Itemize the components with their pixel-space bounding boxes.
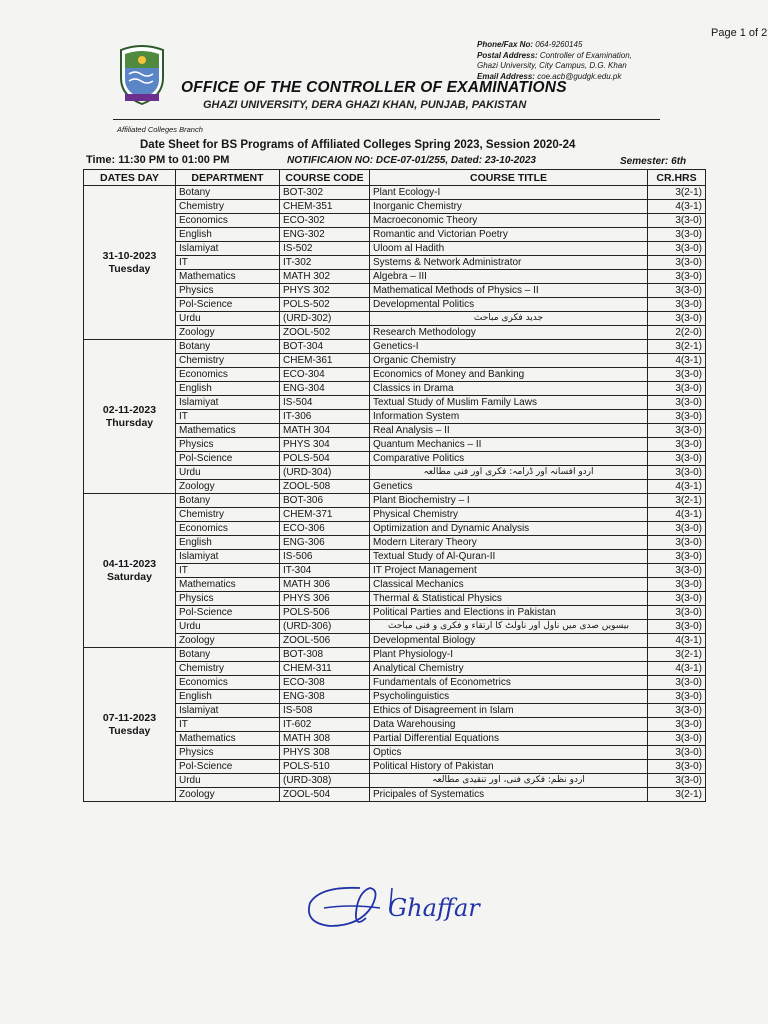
credit-hours-cell: 3(3-0) bbox=[648, 214, 706, 228]
table-row bbox=[84, 480, 706, 494]
course-title-cell: Optics bbox=[370, 746, 648, 760]
course-title-cell: Romantic and Victorian Poetry bbox=[370, 228, 648, 242]
table-row bbox=[84, 242, 706, 256]
course-code-cell: PHYS 308 bbox=[280, 746, 370, 760]
department-cell: Physics bbox=[176, 284, 280, 298]
credit-hours-cell: 3(3-0) bbox=[648, 774, 706, 788]
course-title-cell: اردو نظم: فکری فنی، اور تنقیدی مطالعہ bbox=[370, 774, 648, 788]
department-cell: Zoology bbox=[176, 788, 280, 802]
exam-time: Time: 11:30 PM to 01:00 PM bbox=[86, 154, 230, 166]
table-row bbox=[84, 396, 706, 410]
table-row bbox=[84, 298, 706, 312]
exam-day: Tuesday bbox=[108, 724, 151, 737]
date-day-cell bbox=[84, 186, 176, 340]
credit-hours-cell: 3(2-1) bbox=[648, 648, 706, 662]
table-row bbox=[84, 718, 706, 732]
department-cell: Zoology bbox=[176, 634, 280, 648]
department-cell: Chemistry bbox=[176, 508, 280, 522]
table-row bbox=[84, 256, 706, 270]
course-title-cell: Classical Mechanics bbox=[370, 578, 648, 592]
course-title-cell: Real Analysis – II bbox=[370, 424, 648, 438]
exam-date: 07-11-2023 bbox=[102, 711, 157, 724]
course-code-cell: POLS-510 bbox=[280, 760, 370, 774]
department-cell: Economics bbox=[176, 676, 280, 690]
course-title-cell: Algebra – III bbox=[370, 270, 648, 284]
header-course-code: COURSE CODE bbox=[280, 170, 370, 186]
course-title-cell: Political Parties and Elections in Pakistan bbox=[370, 606, 648, 620]
credit-hours-cell: 3(3-0) bbox=[648, 690, 706, 704]
course-code-cell: IS-504 bbox=[280, 396, 370, 410]
credit-hours-cell: 3(3-0) bbox=[648, 396, 706, 410]
table-row bbox=[84, 662, 706, 676]
course-code-cell: BOT-304 bbox=[280, 340, 370, 354]
course-code-cell: ZOOL-502 bbox=[280, 326, 370, 340]
department-cell: Urdu bbox=[176, 774, 280, 788]
university-logo bbox=[113, 44, 171, 106]
course-title-cell: Economics of Money and Banking bbox=[370, 368, 648, 382]
notification-number: NOTIFICAION NO: DCE-07-01/255, Dated: 23-10-2023 bbox=[287, 155, 536, 166]
course-title-cell: Inorganic Chemistry bbox=[370, 200, 648, 214]
department-cell: Urdu bbox=[176, 620, 280, 634]
department-cell: Physics bbox=[176, 746, 280, 760]
course-code-cell: CHEM-371 bbox=[280, 508, 370, 522]
course-title-cell: Genetics bbox=[370, 480, 648, 494]
course-title-cell: Developmental Politics bbox=[370, 298, 648, 312]
course-title-cell: Classics in Drama bbox=[370, 382, 648, 396]
table-row bbox=[84, 788, 706, 802]
department-cell: Urdu bbox=[176, 466, 280, 480]
course-title-cell: Psycholinguistics bbox=[370, 690, 648, 704]
department-cell: Mathematics bbox=[176, 270, 280, 284]
exam-date: 31-10-2023 bbox=[102, 249, 157, 262]
credit-hours-cell: 4(3-1) bbox=[648, 508, 706, 522]
course-code-cell: CHEM-311 bbox=[280, 662, 370, 676]
table-row bbox=[84, 270, 706, 284]
course-code-cell: CHEM-351 bbox=[280, 200, 370, 214]
credit-hours-cell: 3(3-0) bbox=[648, 718, 706, 732]
course-title-cell: Macroeconomic Theory bbox=[370, 214, 648, 228]
department-cell: Chemistry bbox=[176, 200, 280, 214]
course-code-cell: ECO-306 bbox=[280, 522, 370, 536]
credit-hours-cell: 3(3-0) bbox=[648, 592, 706, 606]
department-cell: Chemistry bbox=[176, 354, 280, 368]
credit-hours-cell: 3(3-0) bbox=[648, 732, 706, 746]
table-row bbox=[84, 312, 706, 326]
course-code-cell: IS-502 bbox=[280, 242, 370, 256]
course-code-cell: MATH 302 bbox=[280, 270, 370, 284]
credit-hours-cell: 3(3-0) bbox=[648, 228, 706, 242]
table-row bbox=[84, 228, 706, 242]
department-cell: Pol-Science bbox=[176, 452, 280, 466]
university-name: GHAZI UNIVERSITY, DERA GHAZI KHAN, PUNJAB, PAKISTAN bbox=[203, 99, 527, 111]
course-code-cell: (URD-302) bbox=[280, 312, 370, 326]
credit-hours-cell: 3(3-0) bbox=[648, 242, 706, 256]
credit-hours-cell: 3(3-0) bbox=[648, 620, 706, 634]
department-cell: Pol-Science bbox=[176, 606, 280, 620]
table-row bbox=[84, 606, 706, 620]
page-number: Page 1 of 2 bbox=[711, 27, 768, 39]
credit-hours-cell: 3(3-0) bbox=[648, 550, 706, 564]
course-code-cell: ENG-308 bbox=[280, 690, 370, 704]
course-code-cell: IS-506 bbox=[280, 550, 370, 564]
course-title-cell: Modern Literary Theory bbox=[370, 536, 648, 550]
credit-hours-cell: 3(3-0) bbox=[648, 270, 706, 284]
exam-day: Thursday bbox=[105, 416, 154, 429]
credit-hours-cell: 3(2-1) bbox=[648, 340, 706, 354]
exam-day: Tuesday bbox=[108, 262, 151, 275]
department-cell: English bbox=[176, 536, 280, 550]
header-department: DEPARTMENT bbox=[176, 170, 280, 186]
course-title-cell: Partial Differential Equations bbox=[370, 732, 648, 746]
table-row bbox=[84, 326, 706, 340]
course-code-cell: MATH 306 bbox=[280, 578, 370, 592]
department-cell: Chemistry bbox=[176, 662, 280, 676]
table-row bbox=[84, 186, 706, 200]
course-title-cell: Textual Study of Muslim Family Laws bbox=[370, 396, 648, 410]
credit-hours-cell: 3(3-0) bbox=[648, 382, 706, 396]
course-title-cell: Plant Biochemistry – I bbox=[370, 494, 648, 508]
datesheet-title: Date Sheet for BS Programs of Affiliated Colleges Spring 2023, Session 2020-24 bbox=[140, 139, 576, 151]
table-row bbox=[84, 214, 706, 228]
course-code-cell: ZOOL-506 bbox=[280, 634, 370, 648]
course-code-cell: (URD-304) bbox=[280, 466, 370, 480]
table-row bbox=[84, 578, 706, 592]
table-row bbox=[84, 466, 706, 480]
course-title-cell: Political History of Pakistan bbox=[370, 760, 648, 774]
course-code-cell: IT-302 bbox=[280, 256, 370, 270]
course-code-cell: POLS-506 bbox=[280, 606, 370, 620]
course-title-cell: Plant Physiology-I bbox=[370, 648, 648, 662]
department-cell: Economics bbox=[176, 522, 280, 536]
course-title-cell: Ethics of Disagreement in Islam bbox=[370, 704, 648, 718]
course-title-cell: Uloom al Hadith bbox=[370, 242, 648, 256]
department-cell: Zoology bbox=[176, 480, 280, 494]
credit-hours-cell: 3(2-1) bbox=[648, 186, 706, 200]
course-title-cell: Thermal & Statistical Physics bbox=[370, 592, 648, 606]
course-code-cell: ENG-304 bbox=[280, 382, 370, 396]
department-cell: Mathematics bbox=[176, 578, 280, 592]
course-title-cell: Mathematical Methods of Physics – II bbox=[370, 284, 648, 298]
course-title-cell: بیسویں صدی میں ناول اور ناولٹ کا ارتقاء و فکری و فنی مباحث bbox=[370, 620, 648, 634]
course-title-cell: اردو افسانہ اور ڈرامہ: فکری اور فنی مطالعہ bbox=[370, 466, 648, 480]
table-row bbox=[84, 200, 706, 214]
table-row bbox=[84, 564, 706, 578]
signature bbox=[300, 868, 510, 948]
credit-hours-cell: 3(3-0) bbox=[648, 760, 706, 774]
course-code-cell: POLS-502 bbox=[280, 298, 370, 312]
table-row bbox=[84, 508, 706, 522]
credit-hours-cell: 2(2-0) bbox=[648, 326, 706, 340]
course-title-cell: Plant Ecology-I bbox=[370, 186, 648, 200]
credit-hours-cell: 3(2-1) bbox=[648, 788, 706, 802]
exam-date: 04-11-2023 bbox=[102, 557, 157, 570]
table-row bbox=[84, 648, 706, 662]
table-row bbox=[84, 284, 706, 298]
department-cell: Mathematics bbox=[176, 732, 280, 746]
department-cell: Islamiyat bbox=[176, 396, 280, 410]
table-row bbox=[84, 760, 706, 774]
department-cell: English bbox=[176, 382, 280, 396]
credit-hours-cell: 3(3-0) bbox=[648, 452, 706, 466]
course-code-cell: (URD-308) bbox=[280, 774, 370, 788]
table-row bbox=[84, 620, 706, 634]
credit-hours-cell: 4(3-1) bbox=[648, 480, 706, 494]
department-cell: Physics bbox=[176, 592, 280, 606]
table-row bbox=[84, 746, 706, 760]
datesheet-table bbox=[83, 169, 706, 802]
department-cell: Islamiyat bbox=[176, 704, 280, 718]
course-code-cell: ZOOL-508 bbox=[280, 480, 370, 494]
credit-hours-cell: 3(3-0) bbox=[648, 284, 706, 298]
course-code-cell: ECO-302 bbox=[280, 214, 370, 228]
credit-hours-cell: 3(3-0) bbox=[648, 704, 706, 718]
credit-hours-cell: 3(3-0) bbox=[648, 410, 706, 424]
table-row bbox=[84, 676, 706, 690]
department-cell: English bbox=[176, 690, 280, 704]
department-cell: Botany bbox=[176, 648, 280, 662]
table-row bbox=[84, 550, 706, 564]
course-title-cell: Systems & Network Administrator bbox=[370, 256, 648, 270]
department-cell: Botany bbox=[176, 186, 280, 200]
header-divider bbox=[113, 119, 660, 120]
table-row bbox=[84, 354, 706, 368]
credit-hours-cell: 3(3-0) bbox=[648, 298, 706, 312]
course-title-cell: Developmental Biology bbox=[370, 634, 648, 648]
department-cell: Physics bbox=[176, 438, 280, 452]
header-course-title: COURSE TITLE bbox=[370, 170, 648, 186]
course-code-cell: CHEM-361 bbox=[280, 354, 370, 368]
course-title-cell: Textual Study of Al-Quran-II bbox=[370, 550, 648, 564]
contact-block: Phone/Fax No: 064-9260145 Postal Address: Controller of Examination, Ghazi University, City Campus, D.G. Khan Email Address: coe.acb@gudgk.edu.pk bbox=[477, 40, 632, 81]
department-cell: IT bbox=[176, 718, 280, 732]
header-cr-hrs: CR.HRS bbox=[648, 170, 706, 186]
course-code-cell: IS-508 bbox=[280, 704, 370, 718]
course-code-cell: BOT-308 bbox=[280, 648, 370, 662]
department-cell: Botany bbox=[176, 494, 280, 508]
course-title-cell: Organic Chemistry bbox=[370, 354, 648, 368]
date-day-cell bbox=[84, 648, 176, 802]
course-title-cell: Physical Chemistry bbox=[370, 508, 648, 522]
course-code-cell: PHYS 302 bbox=[280, 284, 370, 298]
date-day-cell bbox=[84, 340, 176, 494]
credit-hours-cell: 3(3-0) bbox=[648, 564, 706, 578]
course-title-cell: Pricipales of Systematics bbox=[370, 788, 648, 802]
course-title-cell: IT Project Management bbox=[370, 564, 648, 578]
department-cell: Economics bbox=[176, 214, 280, 228]
table-row bbox=[84, 732, 706, 746]
department-cell: IT bbox=[176, 410, 280, 424]
credit-hours-cell: 4(3-1) bbox=[648, 354, 706, 368]
department-cell: Economics bbox=[176, 368, 280, 382]
table-row bbox=[84, 494, 706, 508]
table-row bbox=[84, 536, 706, 550]
course-code-cell: ZOOL-504 bbox=[280, 788, 370, 802]
table-row bbox=[84, 690, 706, 704]
department-cell: Islamiyat bbox=[176, 550, 280, 564]
course-code-cell: BOT-306 bbox=[280, 494, 370, 508]
course-title-cell: Genetics-I bbox=[370, 340, 648, 354]
date-day-cell bbox=[84, 494, 176, 648]
course-code-cell: IT-306 bbox=[280, 410, 370, 424]
department-cell: Mathematics bbox=[176, 424, 280, 438]
department-cell: English bbox=[176, 228, 280, 242]
course-code-cell: BOT-302 bbox=[280, 186, 370, 200]
credit-hours-cell: 3(3-0) bbox=[648, 256, 706, 270]
credit-hours-cell: 3(3-0) bbox=[648, 578, 706, 592]
table-row bbox=[84, 410, 706, 424]
course-title-cell: Data Warehousing bbox=[370, 718, 648, 732]
table-row bbox=[84, 368, 706, 382]
credit-hours-cell: 4(3-1) bbox=[648, 200, 706, 214]
department-cell: Pol-Science bbox=[176, 760, 280, 774]
course-code-cell: ECO-304 bbox=[280, 368, 370, 382]
signature-text: Ghaffar bbox=[388, 894, 480, 922]
course-code-cell: IT-304 bbox=[280, 564, 370, 578]
course-title-cell: جدید فکری مباحث bbox=[370, 312, 648, 326]
semester-label: Semester: 6th bbox=[620, 156, 687, 167]
header-dates-day: DATES DAY bbox=[84, 170, 176, 186]
credit-hours-cell: 3(3-0) bbox=[648, 746, 706, 760]
office-title: OFFICE OF THE CONTROLLER OF EXAMINATIONS bbox=[181, 79, 567, 96]
department-cell: IT bbox=[176, 256, 280, 270]
course-code-cell: POLS-504 bbox=[280, 452, 370, 466]
course-title-cell: Information System bbox=[370, 410, 648, 424]
table-header-row bbox=[84, 170, 706, 186]
exam-day: Saturday bbox=[107, 570, 152, 583]
credit-hours-cell: 3(3-0) bbox=[648, 438, 706, 452]
credit-hours-cell: 3(3-0) bbox=[648, 522, 706, 536]
exam-date: 02-11-2023 bbox=[102, 403, 157, 416]
course-code-cell: ENG-306 bbox=[280, 536, 370, 550]
credit-hours-cell: 3(2-1) bbox=[648, 494, 706, 508]
course-title-cell: Comparative Politics bbox=[370, 452, 648, 466]
course-code-cell: ECO-308 bbox=[280, 676, 370, 690]
credit-hours-cell: 3(3-0) bbox=[648, 536, 706, 550]
course-code-cell: PHYS 304 bbox=[280, 438, 370, 452]
table-row bbox=[84, 424, 706, 438]
table-row bbox=[84, 382, 706, 396]
course-code-cell: (URD-306) bbox=[280, 620, 370, 634]
course-code-cell: MATH 304 bbox=[280, 424, 370, 438]
table-row bbox=[84, 704, 706, 718]
credit-hours-cell: 3(3-0) bbox=[648, 424, 706, 438]
department-cell: Botany bbox=[176, 340, 280, 354]
department-cell: Urdu bbox=[176, 312, 280, 326]
credit-hours-cell: 4(3-1) bbox=[648, 634, 706, 648]
course-code-cell: PHYS 306 bbox=[280, 592, 370, 606]
table-row bbox=[84, 592, 706, 606]
course-title-cell: Optimization and Dynamic Analysis bbox=[370, 522, 648, 536]
course-code-cell: MATH 308 bbox=[280, 732, 370, 746]
table-row bbox=[84, 340, 706, 354]
branch-label: Affiliated Colleges Branch bbox=[117, 125, 203, 134]
table-row bbox=[84, 452, 706, 466]
course-code-cell: IT-602 bbox=[280, 718, 370, 732]
credit-hours-cell: 4(3-1) bbox=[648, 662, 706, 676]
course-title-cell: Fundamentals of Econometrics bbox=[370, 676, 648, 690]
credit-hours-cell: 3(3-0) bbox=[648, 368, 706, 382]
table-row bbox=[84, 522, 706, 536]
credit-hours-cell: 3(3-0) bbox=[648, 466, 706, 480]
course-title-cell: Quantum Mechanics – II bbox=[370, 438, 648, 452]
table-row bbox=[84, 634, 706, 648]
course-title-cell: Research Methodology bbox=[370, 326, 648, 340]
credit-hours-cell: 3(3-0) bbox=[648, 676, 706, 690]
course-title-cell: Analytical Chemistry bbox=[370, 662, 648, 676]
department-cell: IT bbox=[176, 564, 280, 578]
table-row bbox=[84, 438, 706, 452]
department-cell: Pol-Science bbox=[176, 298, 280, 312]
table-row bbox=[84, 774, 706, 788]
course-code-cell: ENG-302 bbox=[280, 228, 370, 242]
credit-hours-cell: 3(3-0) bbox=[648, 312, 706, 326]
department-cell: Islamiyat bbox=[176, 242, 280, 256]
department-cell: Zoology bbox=[176, 326, 280, 340]
credit-hours-cell: 3(3-0) bbox=[648, 606, 706, 620]
